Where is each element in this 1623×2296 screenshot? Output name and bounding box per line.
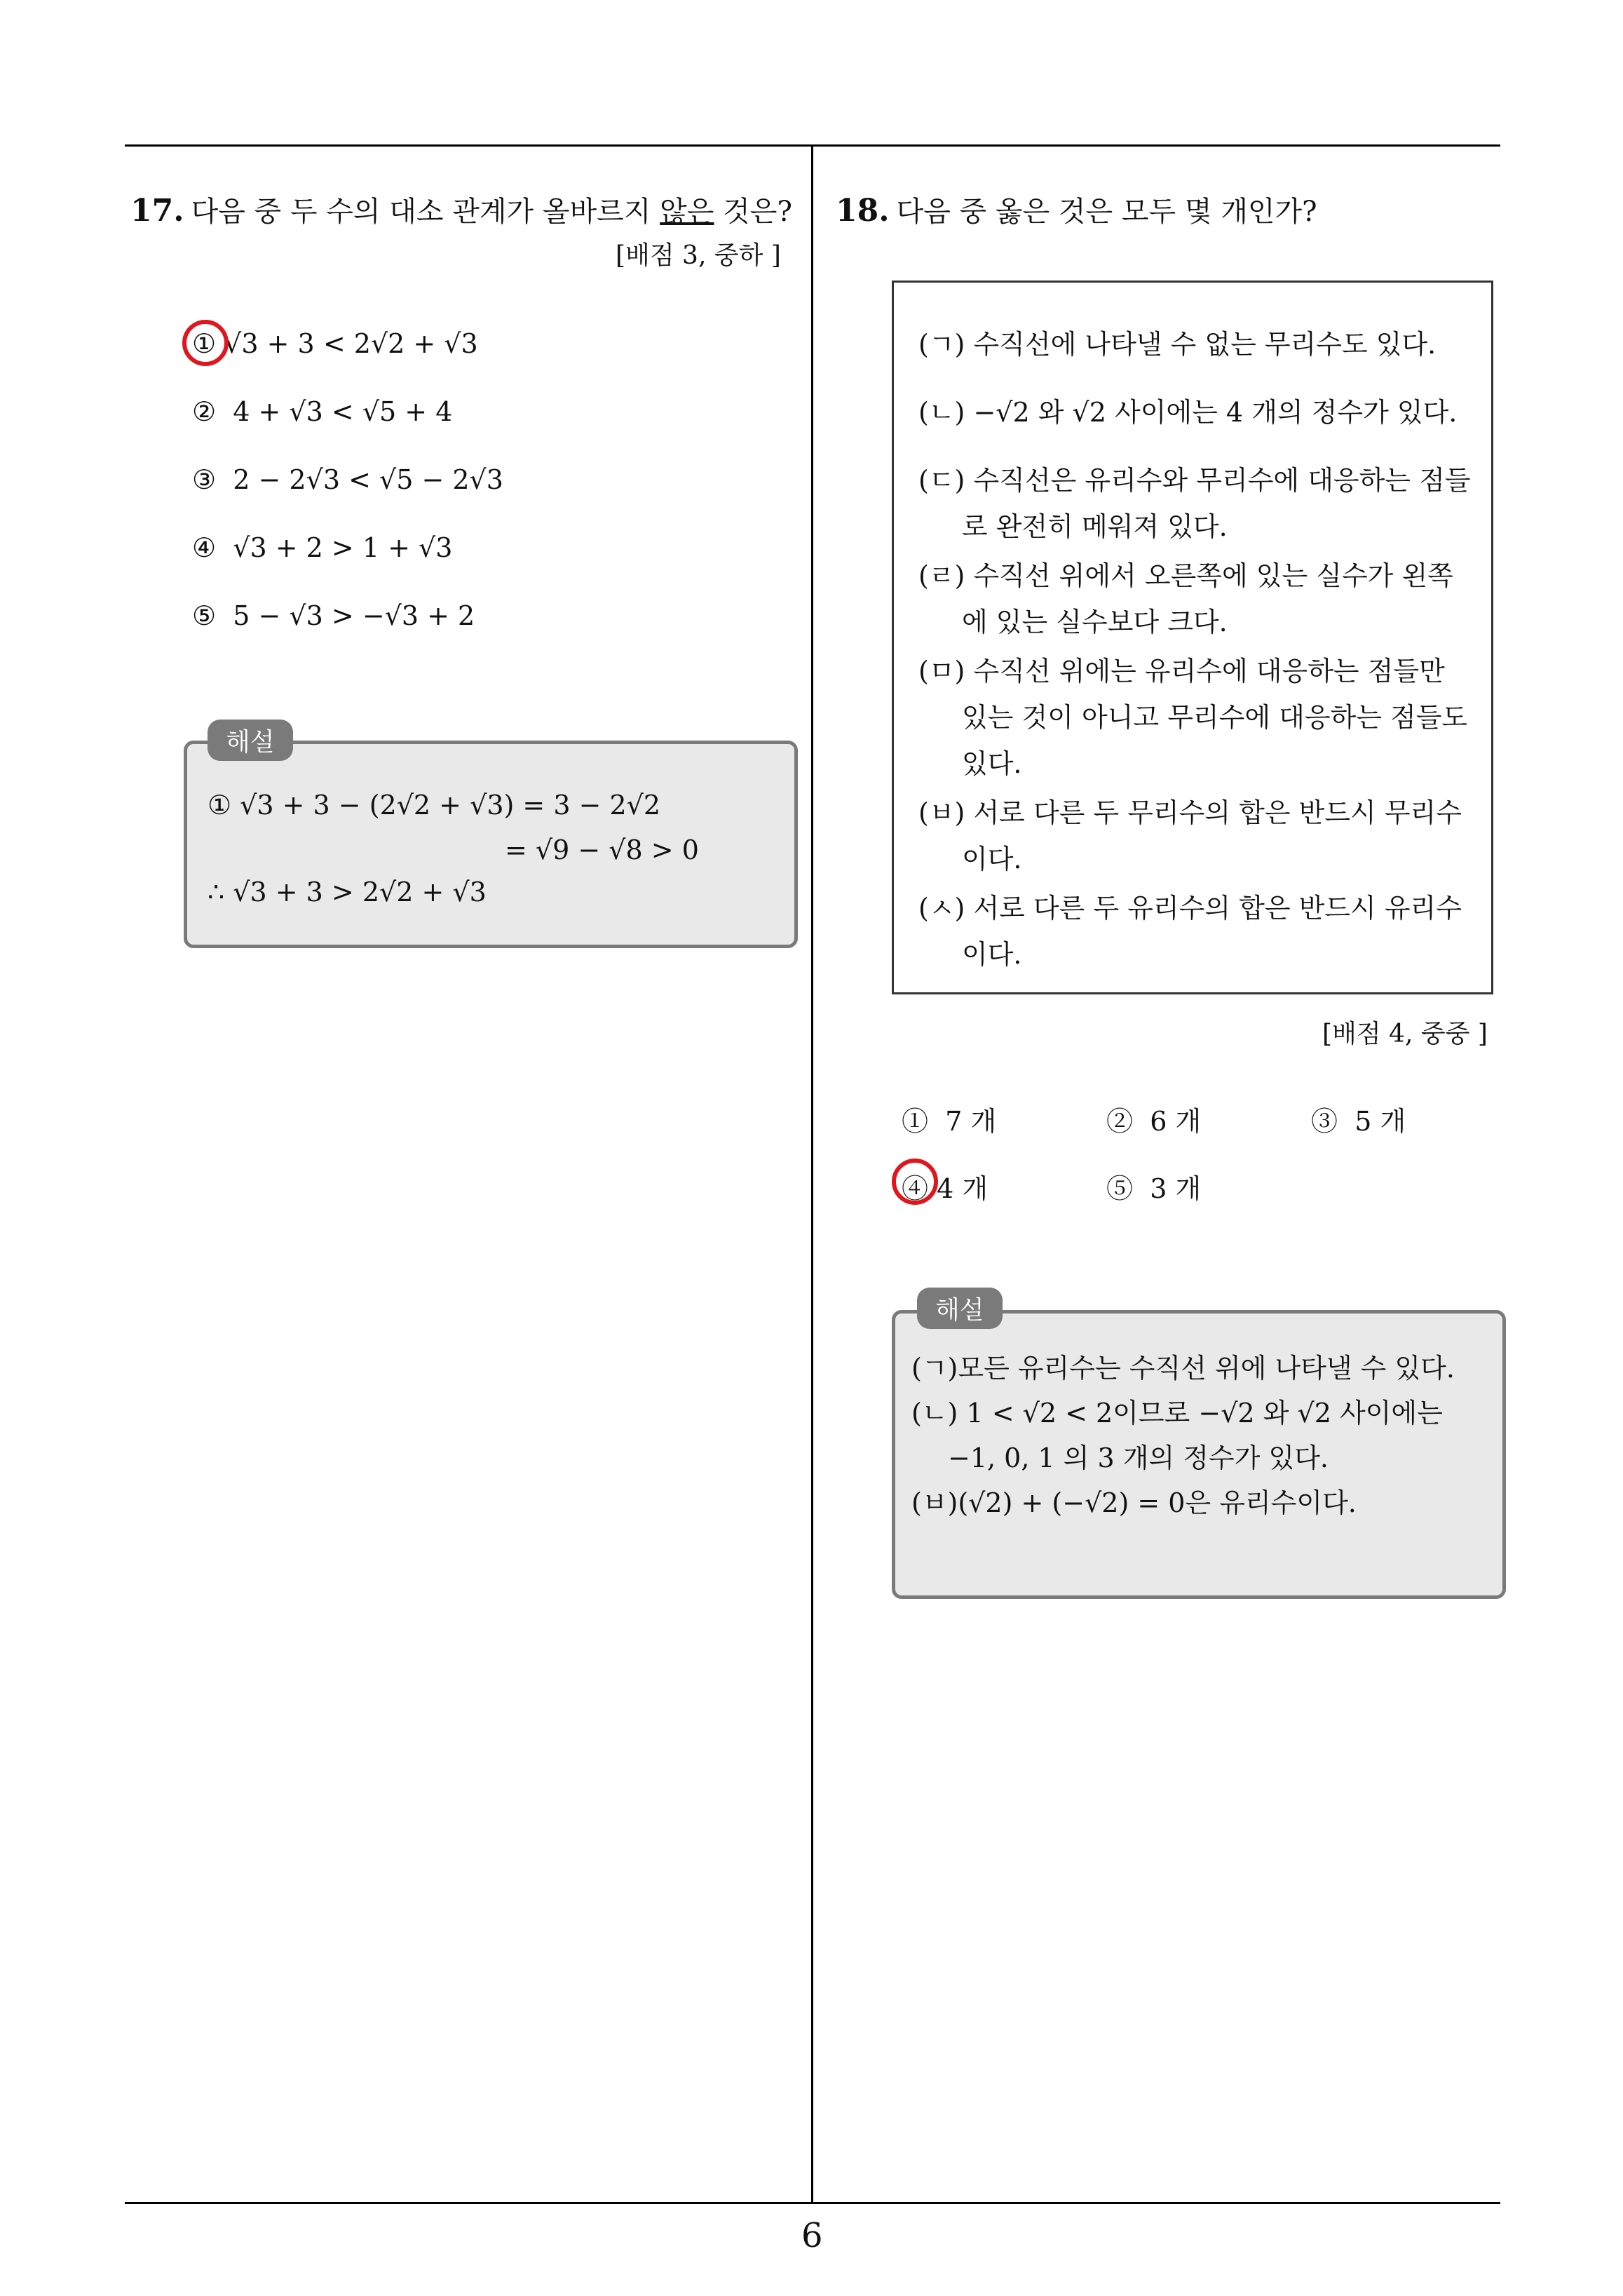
q18-solution-line-1: (ㄱ)모든 유리수는 수직선 위에 나타낼 수 있다. (911, 1353, 1455, 1384)
q17-choice-1-text: √3 + 3 < 2√2 + √3 (224, 328, 478, 359)
q17-choice-2[interactable] (192, 396, 452, 427)
q17-choice-1[interactable] (192, 328, 478, 359)
q18-statement-3-text: 수직선은 유리수와 무리수에 대응하는 점들로 완전히 메워져 있다. (962, 465, 1471, 542)
q17-choice-4-text: √3 + 2 > 1 + √3 (233, 532, 453, 563)
q18-choice-1-text: 7 개 (945, 1106, 997, 1137)
q17-solution-line-1: ① √3 + 3 − (2√2 + √3) = 3 − 2√2 (208, 790, 661, 821)
q18-statement-1 (918, 321, 1472, 367)
q18-statement-5 (918, 648, 1472, 787)
q18-score: [배점 4, 중중 ] (1322, 1020, 1488, 1048)
q18-title (836, 189, 1317, 229)
q18-choice-5[interactable] (1106, 1167, 1201, 1206)
q17-title-text-after: 것은? (714, 196, 792, 228)
q17-choice-5[interactable] (192, 600, 475, 631)
q18-statement-6 (918, 790, 1472, 882)
q18-solution-line-2: (ㄴ) 1 < √2 < 2이므로 −√2 와 √2 사이에는 (911, 1398, 1443, 1429)
q18-statement-4-text: 수직선 위에서 오른쪽에 있는 실수가 왼쪽에 있는 실수보다 크다. (962, 560, 1453, 637)
q17-choice-4-num: ④ (192, 532, 217, 563)
q17-answer-mark (182, 320, 229, 366)
q18-title-text: 다음 중 옳은 것은 모두 몇 개인가? (896, 196, 1317, 228)
q18-statement-4-label: (ㄹ) (918, 560, 965, 591)
q17-choice-2-text: 4 + √3 < √5 + 4 (233, 396, 453, 427)
q18-statement-2 (918, 389, 1472, 435)
q18-choice-3-text: 5 개 (1354, 1106, 1406, 1137)
q18-statement-6-text: 서로 다른 두 무리수의 합은 반드시 무리수이다. (962, 797, 1462, 874)
q18-statement-2-label: (ㄴ) (918, 397, 965, 428)
q18-answer-mark (892, 1159, 938, 1205)
q18-number: 18. (836, 193, 890, 229)
q18-solution-tag: 해설 (917, 1288, 1003, 1329)
q18-choice-2-num: ② (1106, 1106, 1134, 1137)
q17-solution-line-3: ∴ √3 + 3 > 2√2 + √3 (208, 877, 487, 907)
q17-solution-box (184, 741, 798, 948)
q18-statement-1-text: 수직선에 나타낼 수 없는 무리수도 있다. (973, 329, 1437, 360)
q18-choice-1-num: ① (902, 1106, 929, 1137)
q18-statement-7-label: (ㅅ) (918, 893, 965, 924)
q18-choice-4-text: 4 개 (937, 1173, 989, 1204)
q18-choice-2[interactable] (1106, 1100, 1201, 1138)
q17-solution-line-2: = √9 − √8 > 0 (505, 835, 699, 865)
q18-statement-3 (918, 457, 1472, 550)
q18-statement-5-text: 수직선 위에는 유리수에 대응하는 점들만 있는 것이 아니고 무리수에 대응하는 점들도 있다. (962, 656, 1468, 779)
q18-statement-2-text: −√2 와 √2 사이에는 4 개의 정수가 있다. (973, 397, 1458, 428)
q18-statement-7-text: 서로 다른 두 유리수의 합은 반드시 유리수이다. (962, 893, 1462, 970)
bottom-rule (125, 2202, 1500, 2204)
column-divider (811, 144, 813, 2204)
q17-choice-3-text: 2 − 2√3 < √5 − 2√3 (233, 464, 503, 495)
q17-choice-5-text: 5 − √3 > −√3 + 2 (233, 600, 475, 631)
q18-choice-5-num: ⑤ (1106, 1173, 1134, 1204)
q18-choice-1[interactable] (902, 1100, 996, 1138)
q17-choice-4[interactable] (192, 532, 452, 563)
q18-statement-3-label: (ㄷ) (918, 465, 965, 496)
q18-statement-6-label: (ㅂ) (918, 797, 965, 828)
q17-title-underlined: 않은 (660, 196, 714, 228)
q18-statement-4 (918, 553, 1472, 645)
q17-score: [배점 3, 중하 ] (616, 241, 781, 270)
q18-choice-5-text: 3 개 (1150, 1173, 1202, 1204)
q18-choice-2-text: 6 개 (1150, 1106, 1202, 1137)
page-number: 6 (801, 2216, 823, 2255)
q18-choice-4-num: ④ (902, 1173, 929, 1204)
q17-choice-1-num: ① (192, 328, 217, 359)
q18-statement-7 (918, 885, 1472, 978)
q18-statement-1-label: (ㄱ) (918, 329, 965, 360)
q17-choice-3-num: ③ (192, 464, 217, 495)
q17-title-text-before: 다음 중 두 수의 대소 관계가 올바르지 (191, 196, 660, 228)
q17-title (130, 189, 792, 229)
q18-solution-line-4: (ㅂ)(√2) + (−√2) = 0은 유리수이다. (911, 1487, 1357, 1518)
q17-choice-5-num: ⑤ (192, 600, 217, 631)
q17-choice-2-num: ② (192, 396, 217, 427)
q18-statement-5-label: (ㅁ) (918, 656, 965, 687)
q17-choice-3[interactable] (192, 464, 503, 495)
q18-choice-3[interactable] (1311, 1100, 1406, 1138)
q17-solution-tag: 해설 (208, 720, 293, 761)
q18-choice-3-num: ③ (1311, 1106, 1338, 1137)
q17-number: 17. (130, 193, 184, 229)
q18-solution-line-3: −1, 0, 1 의 3 개의 정수가 있다. (948, 1443, 1329, 1473)
